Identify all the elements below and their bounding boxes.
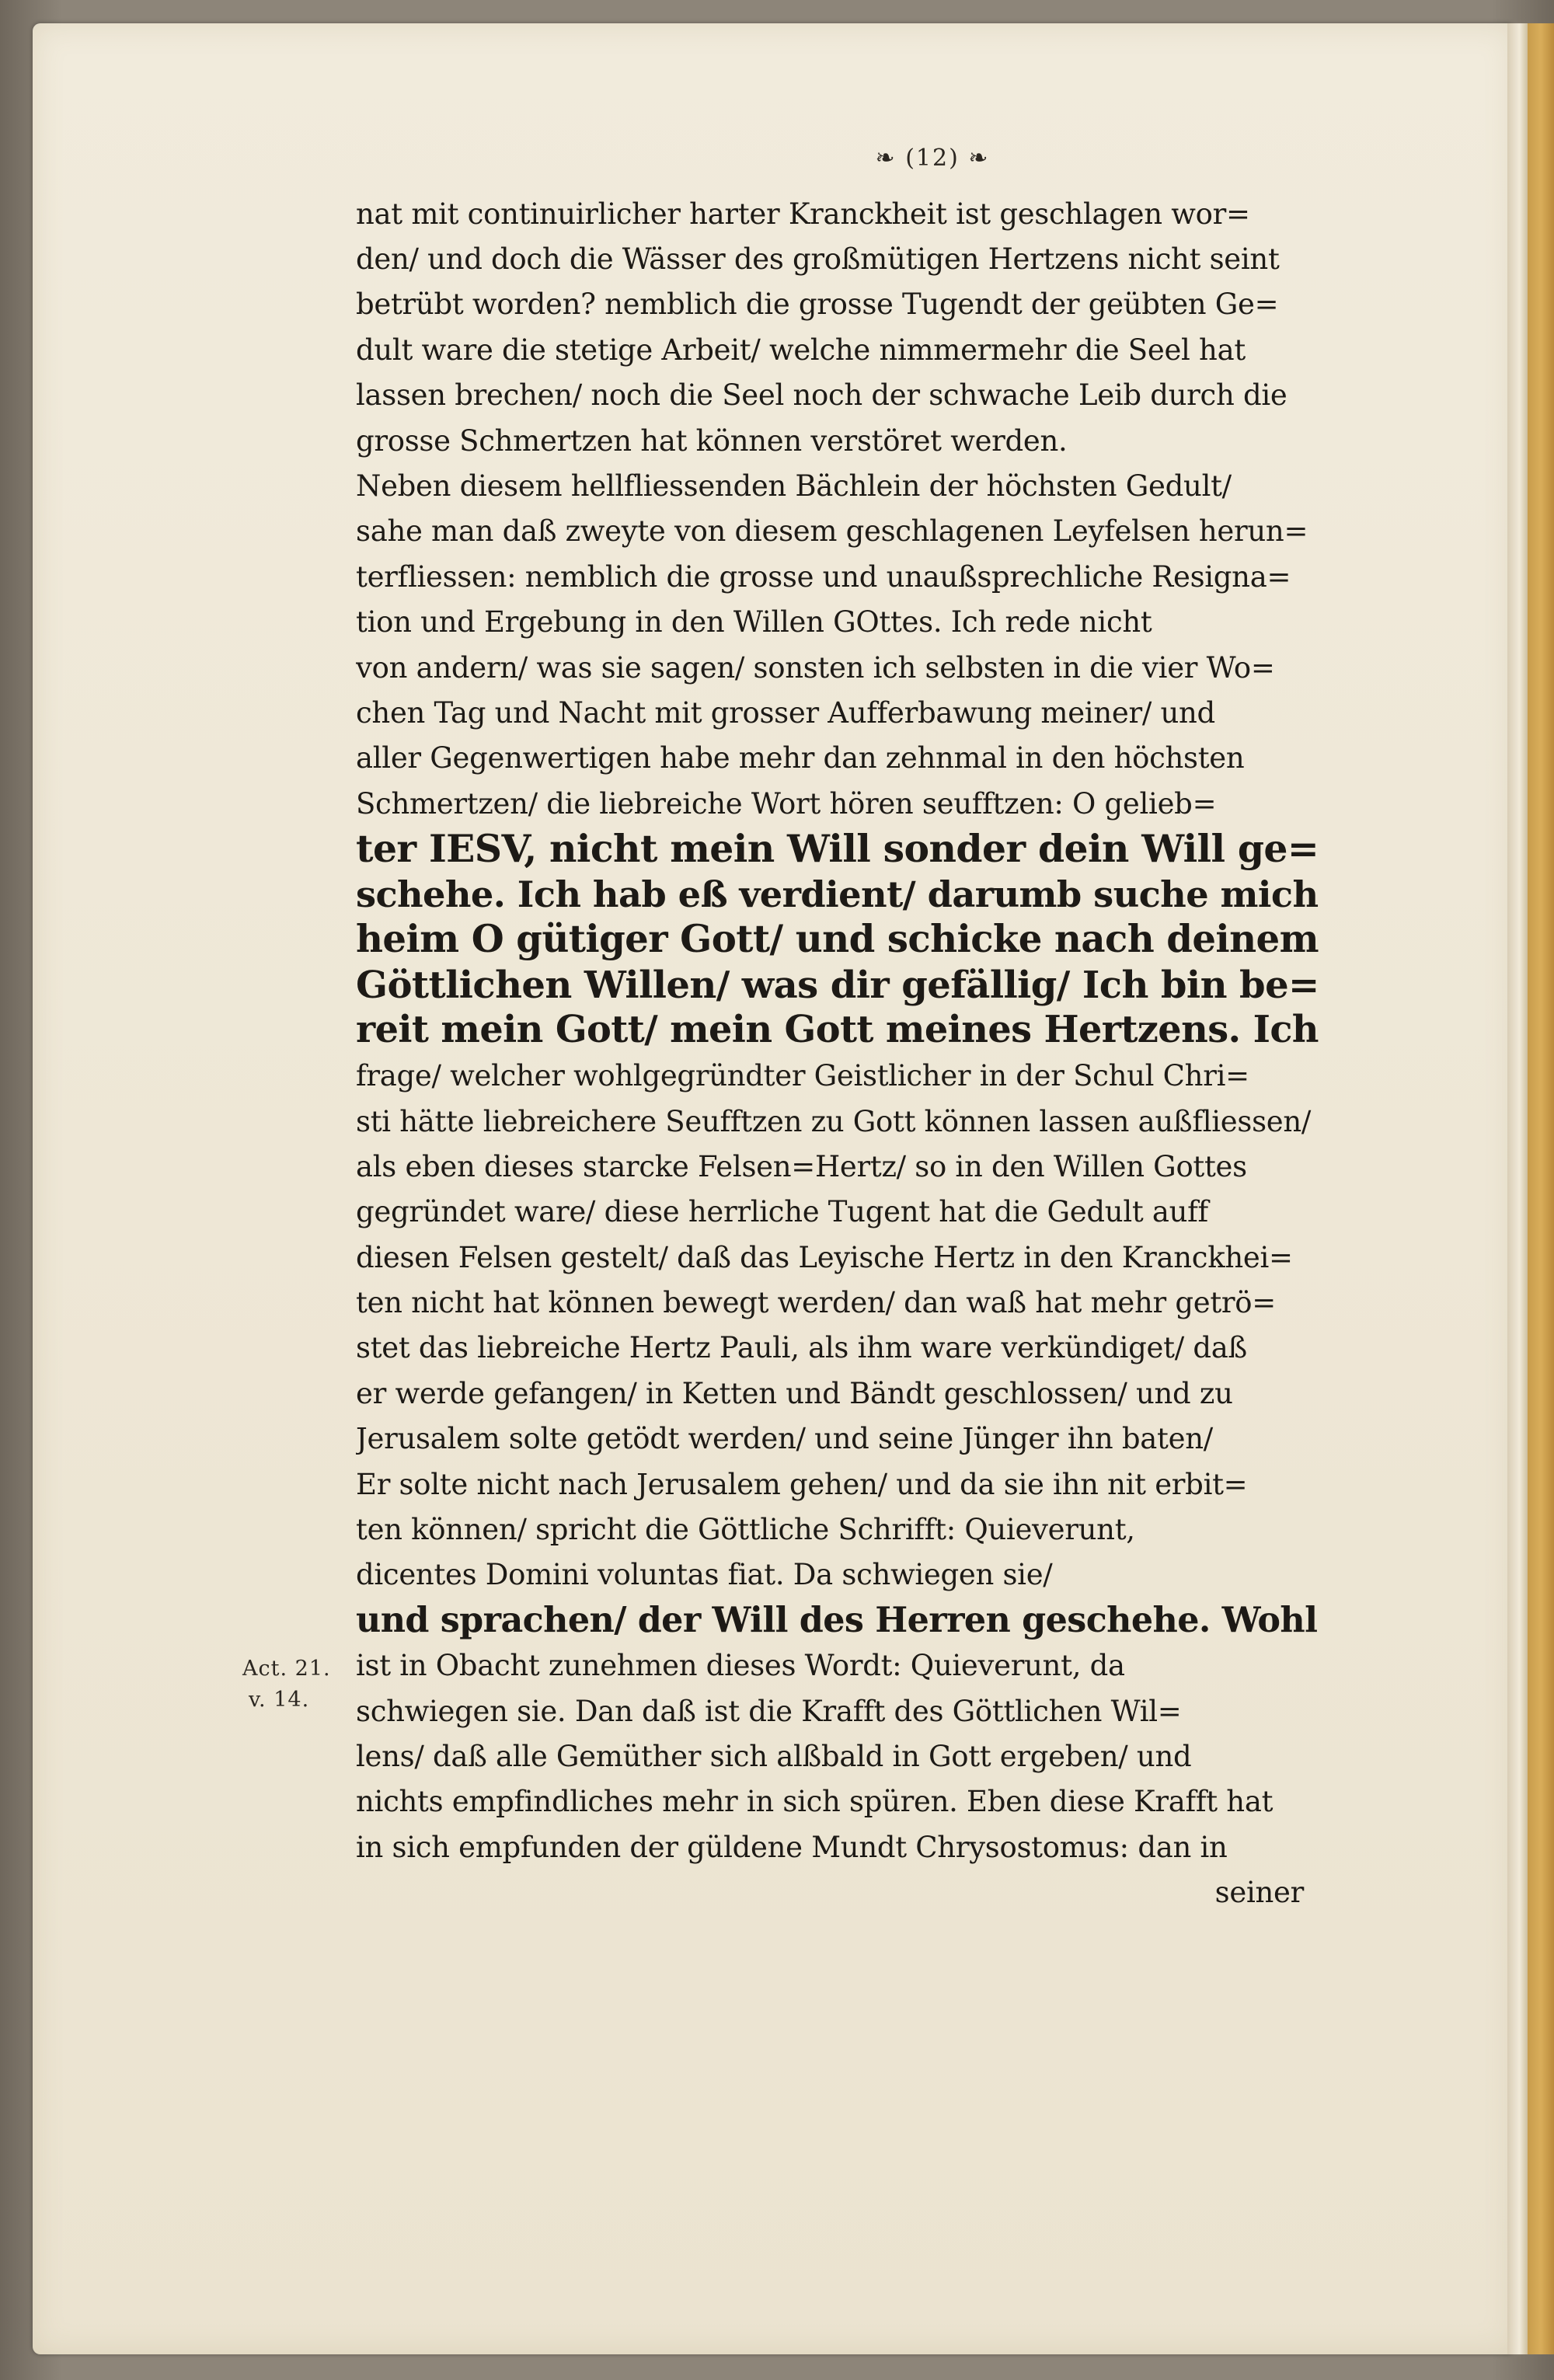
- text-line: er werde gefangen/ in Ketten und Bändt geschlossen/ und zu: [356, 1376, 1233, 1410]
- page-edge-strip: [1528, 23, 1554, 2354]
- page-number-header: [839, 145, 1026, 172]
- text-line: schehe. Ich hab eß verdient/ darumb suche mich: [356, 873, 1319, 915]
- text-line: grosse Schmertzen hat können verstöret werden.: [356, 423, 1068, 458]
- text-line: heim O gütiger Gott/ und schicke nach deinem: [356, 918, 1319, 962]
- text-line: lassen brechen/ noch die Seel noch der schwache Leib durch die: [356, 378, 1287, 413]
- text-line: stet das liebreiche Hertz Pauli, als ihm ware verkündiget/ daß: [356, 1331, 1247, 1365]
- header-ornament-right: ❧: [968, 145, 990, 172]
- page-gutter: [1507, 23, 1528, 2354]
- text-line: sti hätte liebreichere Seufftzen zu Gott können lassen außfliessen/: [356, 1104, 1312, 1138]
- text-line: den/ und doch die Wässer des großmütigen Hertzens nicht seint: [356, 242, 1280, 277]
- header-ornament-left: ❧: [875, 145, 897, 172]
- text-line: schwiegen sie. Dan daß ist die Krafft des Göttlichen Wil=: [356, 1694, 1182, 1728]
- text-line: Göttlichen Willen/ was dir gefällig/ Ich bin be=: [356, 963, 1319, 1007]
- text-line: ter IESV, nicht mein Will sonder dein Will ge=: [356, 826, 1319, 872]
- text-line: gegründet ware/ diese herrliche Tugent hat die Gedult auff: [356, 1195, 1208, 1229]
- text-line: nichts empfindliches mehr in sich spüren. Eben diese Krafft hat: [356, 1785, 1274, 1819]
- text-line: ten nicht hat können bewegt werden/ dan waß hat mehr getrö=: [356, 1286, 1276, 1320]
- text-line: aller Gegenwertigen habe mehr dan zehnmal in den höchsten: [356, 741, 1245, 775]
- text-line: Neben diesem hellfliessenden Bächlein der höchsten Gedult/: [356, 469, 1232, 504]
- text-line: frage/ welcher wohlgegründter Geistlicher in der Schul Chri=: [356, 1059, 1249, 1093]
- text-line: reit mein Gott/ mein Gott meines Hertzens. Ich: [356, 1008, 1319, 1052]
- text-line: in sich empfunden der güldene Mundt Chrysostomus: dan in: [356, 1830, 1228, 1864]
- text-line: nat mit continuirlicher harter Kranckheit ist geschlagen wor=: [356, 197, 1250, 231]
- text-line: von andern/ was sie sagen/ sonsten ich selbsten in die vier Wo=: [356, 650, 1275, 685]
- text-line: seiner: [1214, 1876, 1304, 1910]
- text-line: chen Tag und Nacht mit grosser Aufferbawung meiner/ und: [356, 695, 1215, 730]
- text-line: als eben dieses starcke Felsen=Hertz/ so in den Willen Gottes: [356, 1149, 1247, 1183]
- margin-citation-line2: v. 14.: [249, 1688, 310, 1712]
- text-line: ten können/ spricht die Göttliche Schrifft: Quieverunt,: [356, 1513, 1135, 1547]
- body-text: [356, 191, 1319, 1915]
- text-line: diesen Felsen gestelt/ daß das Leyische Hertz in den Kranckhei=: [356, 1240, 1293, 1274]
- text-line: lens/ daß alle Gemüther sich alßbald in Gott ergeben/ und: [356, 1739, 1192, 1773]
- margin-citation-line1: Act. 21.: [242, 1657, 331, 1681]
- text-line: und sprachen/ der Will des Herren geschehe. Wohl: [356, 1600, 1318, 1641]
- text-line: dult ware die stetige Arbeit/ welche nimmermehr die Seel hat: [356, 333, 1246, 367]
- text-line: terfliessen: nemblich die grosse und unaußsprechliche Resigna=: [356, 559, 1291, 594]
- text-line: Er solte nicht nach Jerusalem gehen/ und da sie ihn nit erbit=: [356, 1467, 1248, 1501]
- text-line: sahe man daß zweyte von diesem geschlagenen Leyfelsen herun=: [356, 514, 1308, 549]
- text-line: tion und Ergebung in den Willen GOttes. Ich rede nicht: [356, 605, 1152, 639]
- text-line: dicentes Domini voluntas fiat. Da schwiegen sie/: [356, 1558, 1053, 1592]
- page-number: (12): [905, 145, 960, 172]
- text-line: betrübt worden? nemblich die grosse Tugendt der geübten Ge=: [356, 287, 1279, 322]
- text-line: Jerusalem solte getödt werden/ und seine Jünger ihn baten/: [356, 1422, 1213, 1456]
- text-line: Schmertzen/ die liebreiche Wort hören seufftzen: O gelieb=: [356, 786, 1217, 821]
- text-line: ist in Obacht zunehmen dieses Wordt: Quieverunt, da: [356, 1649, 1125, 1683]
